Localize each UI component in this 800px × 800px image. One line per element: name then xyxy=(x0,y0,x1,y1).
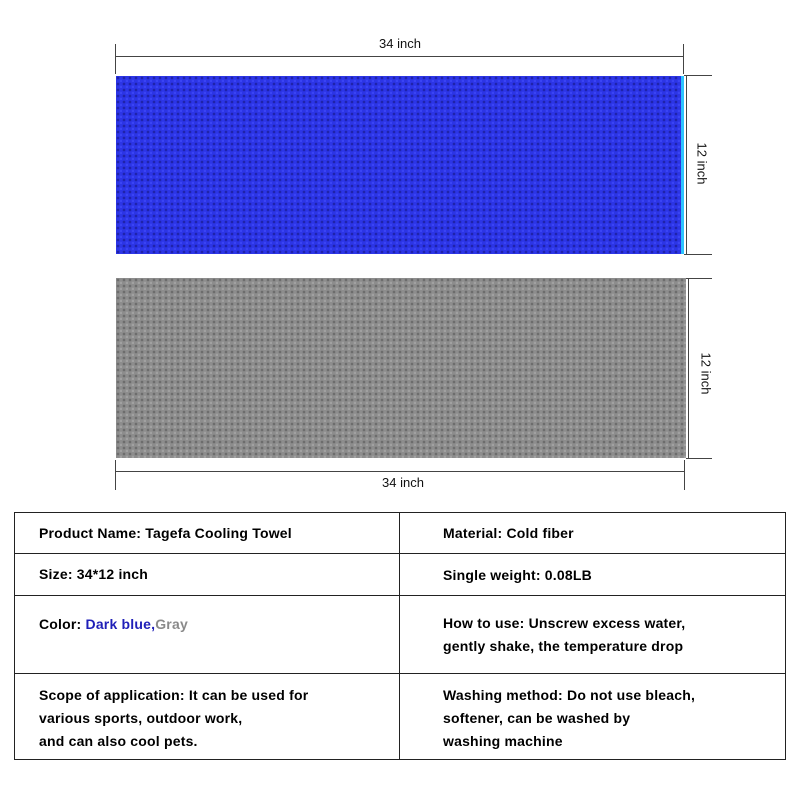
size-value: 34*12 inch xyxy=(76,566,149,582)
scope-label: Scope of application: xyxy=(39,687,185,703)
spec-product-name xyxy=(39,522,292,545)
top-dim-line xyxy=(115,56,684,57)
top-dim-left-tick xyxy=(115,44,116,74)
gray-height-label: 12 inch xyxy=(698,352,714,395)
blue-height-label: 12 inch xyxy=(694,142,710,185)
washing-label: Washing method: xyxy=(443,687,563,703)
blue-dim-line xyxy=(686,75,687,255)
bottom-dim-line xyxy=(115,471,685,472)
table-column-divider xyxy=(399,513,400,759)
single-weight-label: Single weight: xyxy=(443,567,541,583)
color-label: Color: xyxy=(39,616,82,632)
washing-text-3: washing machine xyxy=(443,733,563,749)
size-label: Size: xyxy=(39,566,73,582)
product-name-value: Tagefa Cooling Towel xyxy=(145,525,292,541)
top-dim-right-tick xyxy=(683,44,684,74)
spec-color xyxy=(39,613,188,636)
spec-single-weight xyxy=(443,564,592,587)
scope-text-3: and can also cool pets. xyxy=(39,733,198,749)
scope-line-1 xyxy=(39,684,308,707)
gray-dim-bottom-tick xyxy=(686,458,712,459)
gray-towel-image xyxy=(116,278,686,458)
table-row-divider-3 xyxy=(15,673,785,674)
bottom-width-label: 34 inch xyxy=(382,475,424,490)
table-row-divider-1 xyxy=(15,553,785,554)
washing-text-1: Do not use bleach, xyxy=(567,687,696,703)
spec-size xyxy=(39,563,148,586)
product-name-label: Product Name: xyxy=(39,525,142,541)
washing-text-2: softener, can be washed by xyxy=(443,710,631,726)
spec-how-to-use xyxy=(443,612,685,658)
bottom-dim-left-tick xyxy=(115,460,116,490)
single-weight-value: 0.08LB xyxy=(544,567,592,583)
top-width-label: 34 inch xyxy=(379,36,421,51)
how-to-use-line-1 xyxy=(443,612,685,635)
material-label: Material: xyxy=(443,525,503,541)
washing-line-1 xyxy=(443,684,695,707)
blue-dim-bottom-tick xyxy=(684,254,712,255)
spec-table xyxy=(14,512,786,760)
bottom-dim-right-tick xyxy=(684,460,685,490)
how-to-use-text-2: gently shake, the temperature drop xyxy=(443,638,684,654)
how-to-use-text-1: Unscrew excess water, xyxy=(528,615,686,631)
blue-dim-top-tick xyxy=(684,75,712,76)
gray-dim-top-tick xyxy=(686,278,712,279)
spec-material xyxy=(443,522,574,545)
how-to-use-label: How to use: xyxy=(443,615,525,631)
spec-scope-of-application xyxy=(39,684,308,753)
color-value-dark-blue: Dark blue, xyxy=(85,616,156,632)
scope-text-2: various sports, outdoor work, xyxy=(39,710,243,726)
scope-text-1: It can be used for xyxy=(188,687,309,703)
spec-washing-method xyxy=(443,684,695,753)
table-row-divider-2 xyxy=(15,595,785,596)
blue-towel-image xyxy=(116,76,684,254)
gray-dim-line xyxy=(688,278,689,459)
color-value-gray: Gray xyxy=(155,616,188,632)
material-value: Cold fiber xyxy=(506,525,574,541)
